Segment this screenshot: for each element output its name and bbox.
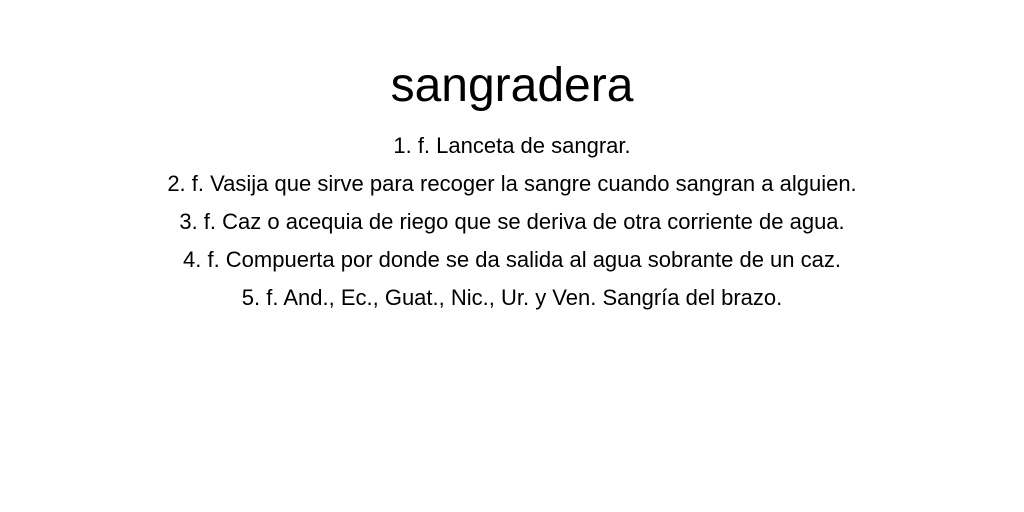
- definition-item: 2. f. Vasija que sirve para recoger la sangre cuando sangran a alguien.: [167, 171, 857, 196]
- definition-list: [0, 127, 1024, 317]
- definition-item: 1. f. Lanceta de sangrar.: [393, 133, 631, 158]
- entry-headword: sangradera: [390, 59, 634, 112]
- definition-item: 3. f. Caz o acequia de riego que se deriva de otra corriente de agua.: [179, 209, 845, 234]
- definition-item: 4. f. Compuerta por donde se da salida al agua sobrante de un caz.: [183, 247, 841, 272]
- definition-item: 5. f. And., Ec., Guat., Nic., Ur. y Ven. Sangría del brazo.: [241, 285, 783, 310]
